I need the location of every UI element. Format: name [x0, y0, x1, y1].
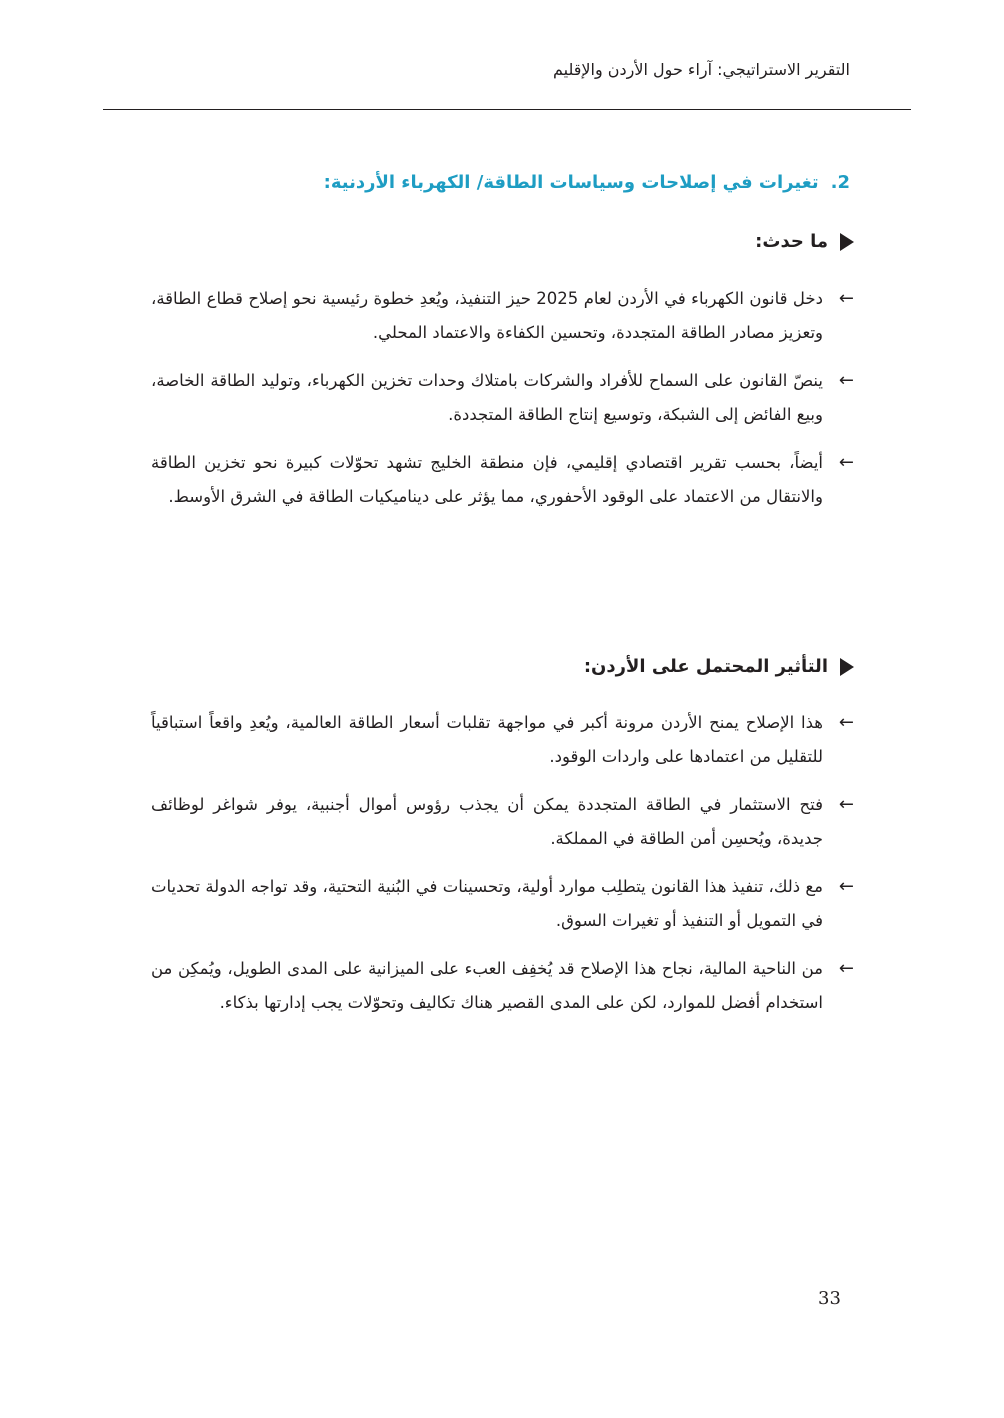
arrow-icon: ← [838, 876, 854, 897]
arrow-icon: ← [838, 288, 854, 309]
section-heading [324, 172, 850, 193]
running-header: التقرير الاستراتيجي: آراء حول الأردن والإقليم [552, 60, 850, 79]
subheading-what-happened [755, 231, 854, 252]
subheading-impact [584, 656, 854, 677]
list-item-text: من الناحية المالية، نجاح هذا الإصلاح قد يُخفِف العبء على الميزانية على المدى الطويل، ويُمكِن من استخدام أفضل للموارد، لكن على المدى القصير هناك تكاليف وتحوّلات يجب إدارتها بذكاء. [151, 959, 823, 1012]
list-item-text: هذا الإصلاح يمنح الأردن مرونة أكبر في مواجهة تقلبات أسعار الطاقة العالمية، ويُعدِ واقعاً استباقياً للتقليل من اعتمادها على واردات الوقود. [151, 713, 823, 766]
triangle-bullet-icon [840, 658, 854, 676]
section-number: 2. [830, 172, 850, 193]
list-item [151, 282, 854, 350]
list-item-text: ينصّ القانون على السماح للأفراد والشركات بامتلاك وحدات تخزين الكهرباء، وتوليد الطاقة الخاصة، وبيع الفائض إلى الشبكة، وتوسيع إنتاج الطاقة المتجددة. [151, 371, 823, 424]
what-happened-list [151, 282, 854, 528]
list-item-text: دخل قانون الكهرباء في الأردن لعام 2025 حيز التنفيذ، ويُعدِ خطوة رئيسية نحو إصلاح قطاع الطاقة، وتعزيز مصادر الطاقة المتجددة، وتحسين الكفاءة والاعتماد المحلي. [151, 289, 823, 342]
list-item [151, 870, 854, 938]
subheading-impact-label: التأثير المحتمل على الأردن: [583, 656, 828, 677]
impact-list [151, 706, 854, 1034]
triangle-bullet-icon [840, 233, 854, 251]
arrow-icon: ← [838, 712, 854, 733]
arrow-icon: ← [838, 958, 854, 979]
arrow-icon: ← [838, 794, 854, 815]
list-item [151, 446, 854, 514]
list-item [151, 364, 854, 432]
header-rule [103, 109, 911, 110]
list-item [151, 952, 854, 1020]
arrow-icon: ← [838, 370, 854, 391]
list-item-text: فتح الاستثمار في الطاقة المتجددة يمكن أن يجذب رؤوس أموال أجنبية، يوفر شواغر لوظائف جديدة، ويُحسِن أمن الطاقة في المملكة. [151, 795, 823, 848]
list-item [151, 788, 854, 856]
list-item [151, 706, 854, 774]
subheading-what-happened-label: ما حدث: [755, 231, 828, 252]
arrow-icon: ← [838, 452, 854, 473]
list-item-text: أيضاً، بحسب تقرير اقتصادي إقليمي، فإن منطقة الخليج تشهد تحوّلات كبيرة نحو تخزين الطاقة والانتقال من الاعتماد على الوقود الأحفوري، مما يؤثر على ديناميكيات الطاقة في الشرق الأوسط. [151, 453, 823, 506]
list-item-text: مع ذلك، تنفيذ هذا القانون يتطلِب موارد أولية، وتحسينات في البُنية التحتية، وقد تواجه الدولة تحديات في التمويل أو التنفيذ أو تغيرات السوق. [151, 877, 823, 930]
page-number: 33 [818, 1288, 841, 1309]
section-title: تغيرات في إصلاحات وسياسات الطاقة/ الكهرباء الأردنية: [323, 172, 819, 193]
